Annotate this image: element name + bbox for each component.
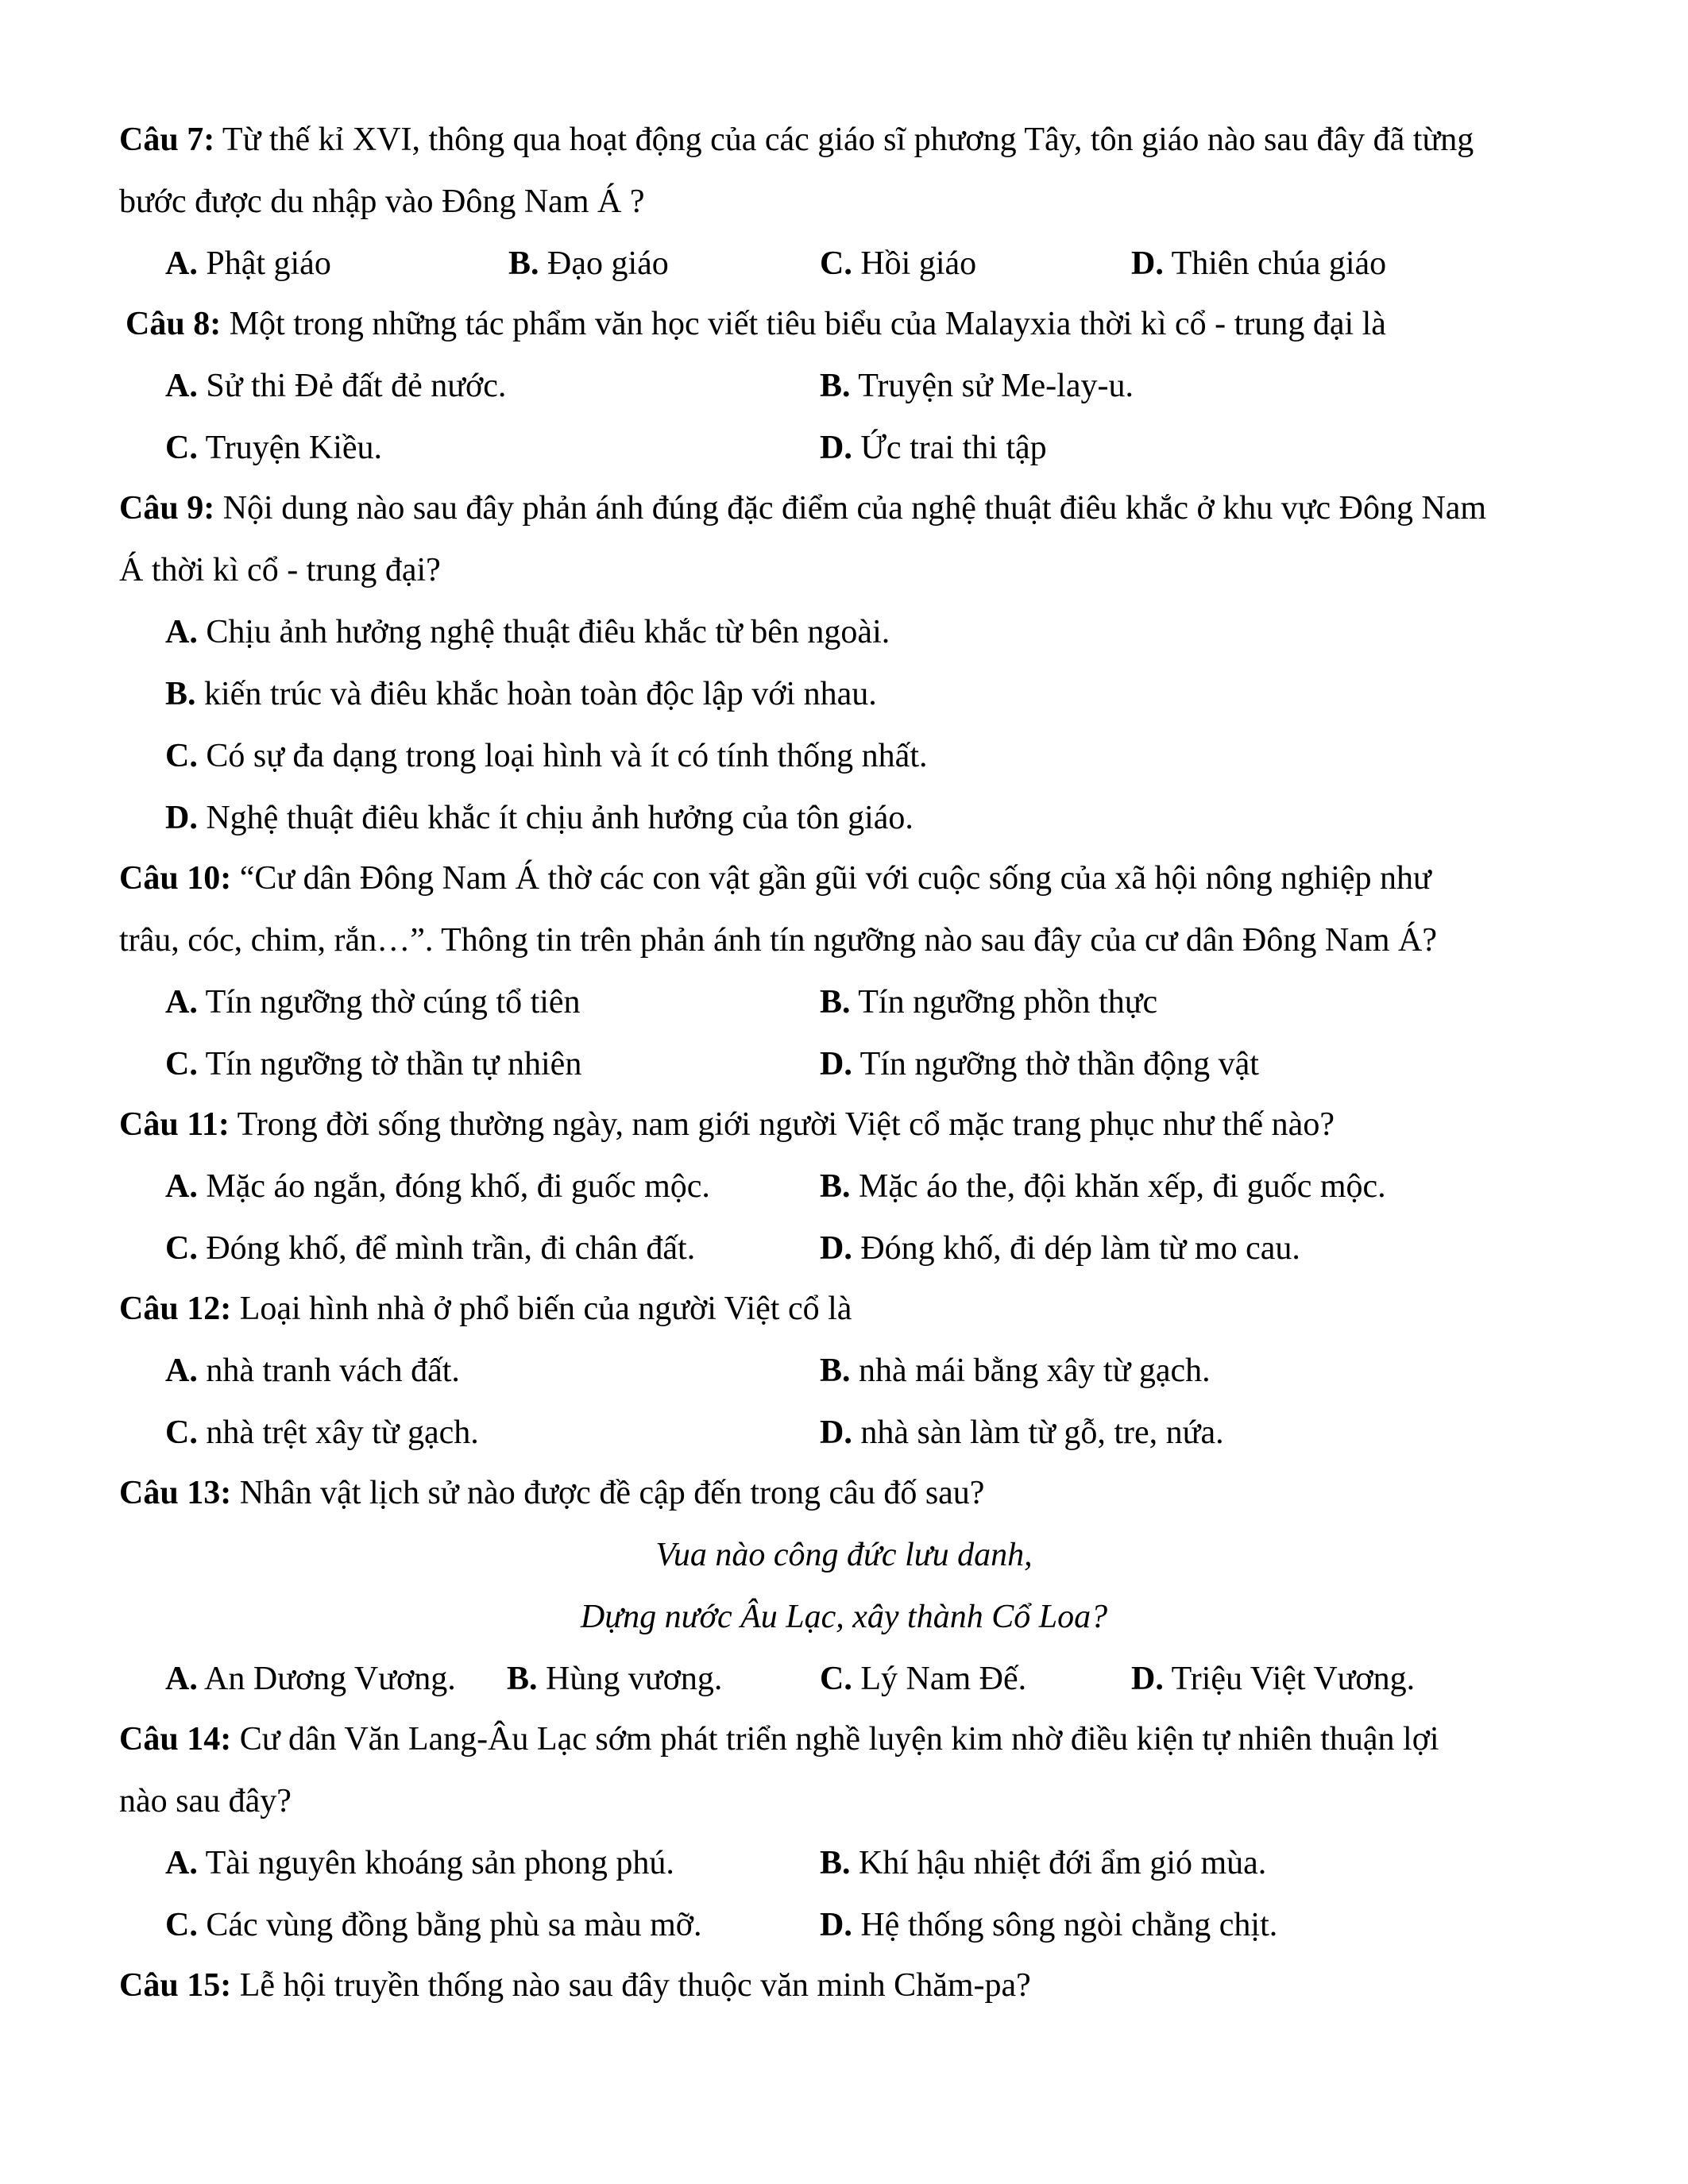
question-12-option-b[interactable]: B. nhà mái bằng xây từ gạch. [820,1352,1211,1389]
question-10-line-1 [119,856,1431,901]
question-7-option-b[interactable]: B. Đạo giáo [508,245,669,282]
question-7-line-2 [119,179,644,224]
question-13-option-d[interactable]: D. Triệu Việt Vương. [1131,1661,1416,1697]
question-7-option-c[interactable]: C. Hồi giáo [820,245,977,282]
question-14-text-cont: nào sau đây? [119,1783,292,1819]
question-13-option-c[interactable]: C. Lý Nam Đế. [820,1661,1027,1697]
question-9-option-b[interactable]: B. kiến trúc và điêu khắc hoàn toàn độc lập với nhau. [165,676,877,712]
question-12-label: Câu 12: [119,1291,232,1327]
question-7-option-a[interactable]: A. Phật giáo [165,245,331,282]
question-9-text-cont: Á thời kì cổ - trung đại? [119,552,441,588]
question-12-text: Loại hình nhà ở phổ biến của người Việt cổ là [231,1291,852,1327]
question-9-line-2 [119,548,441,592]
question-8-label: Câu 8: [126,306,222,342]
question-10-option-d[interactable]: D. Tín ngưỡng thờ thần động vật [820,1046,1259,1082]
question-14-line-1 [119,1717,1439,1761]
question-11-option-a[interactable]: A. Mặc áo ngắn, đóng khố, đi guốc mộc. [165,1168,710,1205]
question-10-option-a[interactable]: A. Tín ngưỡng thờ cúng tổ tiên [165,984,581,1021]
question-14-line-2 [119,1779,292,1823]
question-12-line-1 [119,1287,852,1331]
question-13-verse-line-1: Vua nào công đức lưu danh, [655,1537,1033,1573]
question-9-option-c[interactable]: C. Có sự đa dạng trong loại hình và ít có tính thống nhất. [165,738,928,774]
question-14-option-b[interactable]: B. Khí hậu nhiệt đới ẩm gió mùa. [820,1845,1267,1881]
question-9-option-d[interactable]: D. Nghệ thuật điêu khắc ít chịu ảnh hưởng của tôn giáo. [165,800,914,836]
question-11-option-d[interactable]: D. Đóng khố, đi dép làm từ mo cau. [820,1230,1300,1267]
question-8-text: Một trong những tác phẩm văn học viết tiêu biểu của Malayxia thời kì cổ - trung đại là [221,306,1386,342]
question-8-line-1 [126,302,1386,346]
question-7-label: Câu 7: [119,122,215,158]
question-9-label: Câu 9: [119,490,215,527]
question-12-option-d[interactable]: D. nhà sàn làm từ gỗ, tre, nứa. [820,1414,1224,1451]
question-13-option-b[interactable]: B. Hùng vương. [507,1661,723,1697]
question-13-label: Câu 13: [119,1475,232,1511]
question-9-text: Nội dung nào sau đây phản ánh đúng đặc điểm của nghệ thuật điêu khắc ở khu vực Đông Nam [214,490,1487,527]
question-14-option-d[interactable]: D. Hệ thống sông ngòi chằng chịt. [820,1907,1278,1943]
question-7-option-d[interactable]: D. Thiên chúa giáo [1131,245,1387,282]
question-9-option-a[interactable]: A. Chịu ảnh hưởng nghệ thuật điêu khắc từ bên ngoài. [165,614,890,650]
question-11-option-c[interactable]: C. Đóng khố, để mình trần, đi chân đất. [165,1230,696,1267]
question-11-text: Trong đời sống thường ngày, nam giới người Việt cổ mặc trang phục như thế nào? [229,1106,1335,1143]
question-13-verse-line-2: Dựng nước Âu Lạc, xây thành Cổ Loa? [580,1599,1108,1635]
question-12-option-c[interactable]: C. nhà trệt xây từ gạch. [165,1414,479,1451]
question-13-line-1 [119,1471,984,1515]
question-10-option-b[interactable]: B. Tín ngưỡng phồn thực [820,984,1158,1021]
question-14-text: Cư dân Văn Lang-Âu Lạc sớm phát triển nghề luyện kim nhờ điều kiện tự nhiên thuận lợi [231,1721,1439,1758]
question-13-text: Nhân vật lịch sử nào được đề cập đến trong câu đố sau? [231,1475,985,1511]
question-14-option-a[interactable]: A. Tài nguyên khoáng sản phong phú. [165,1845,674,1881]
question-11-option-b[interactable]: B. Mặc áo the, đội khăn xếp, đi guốc mộc. [820,1168,1386,1205]
question-7-text-cont: bước được du nhập vào Đông Nam Á ? [119,183,645,220]
question-8-option-a[interactable]: A. Sử thi Đẻ đất đẻ nước. [165,368,507,404]
question-12-option-a[interactable]: A. nhà tranh vách đất. [165,1352,460,1389]
question-10-label: Câu 10: [119,860,232,897]
question-10-text: “Cư dân Đông Nam Á thờ các con vật gần gũi với cuộc sống của xã hội nông nghiệp như [231,860,1431,897]
question-7-text: Từ thế kỉ XVI, thông qua hoạt động của các giáo sĩ phương Tây, tôn giáo nào sau đây đã từng [214,122,1474,158]
question-10-line-2 [119,918,1437,963]
question-14-option-c[interactable]: C. Các vùng đồng bằng phù sa màu mỡ. [165,1907,702,1943]
question-10-text-cont: trâu, cóc, chim, rắn…”. Thông tin trên phản ánh tín ngưỡng nào sau đây của cư dân Đông Nam Á? [119,922,1437,959]
question-7-line-1 [119,118,1474,162]
question-13-option-a[interactable]: A. An Dương Vương. [165,1661,456,1697]
question-10-option-c[interactable]: C. Tín ngưỡng tờ thần tự nhiên [165,1046,582,1082]
question-14-label: Câu 14: [119,1721,232,1758]
question-11-line-1 [119,1102,1335,1147]
question-15-text: Lễ hội truyền thống nào sau đây thuộc văn minh Chăm-pa? [231,1967,1031,2004]
question-8-option-d[interactable]: D. Ức trai thi tập [820,430,1047,466]
question-15-label: Câu 15: [119,1967,232,2004]
question-9-line-1 [119,486,1486,531]
question-11-label: Câu 11: [119,1106,230,1143]
question-8-option-b[interactable]: B. Truyện sử Me-lay-u. [820,368,1134,404]
question-15-line-1 [119,1963,1031,2008]
question-8-option-c[interactable]: C. Truyện Kiều. [165,430,383,466]
